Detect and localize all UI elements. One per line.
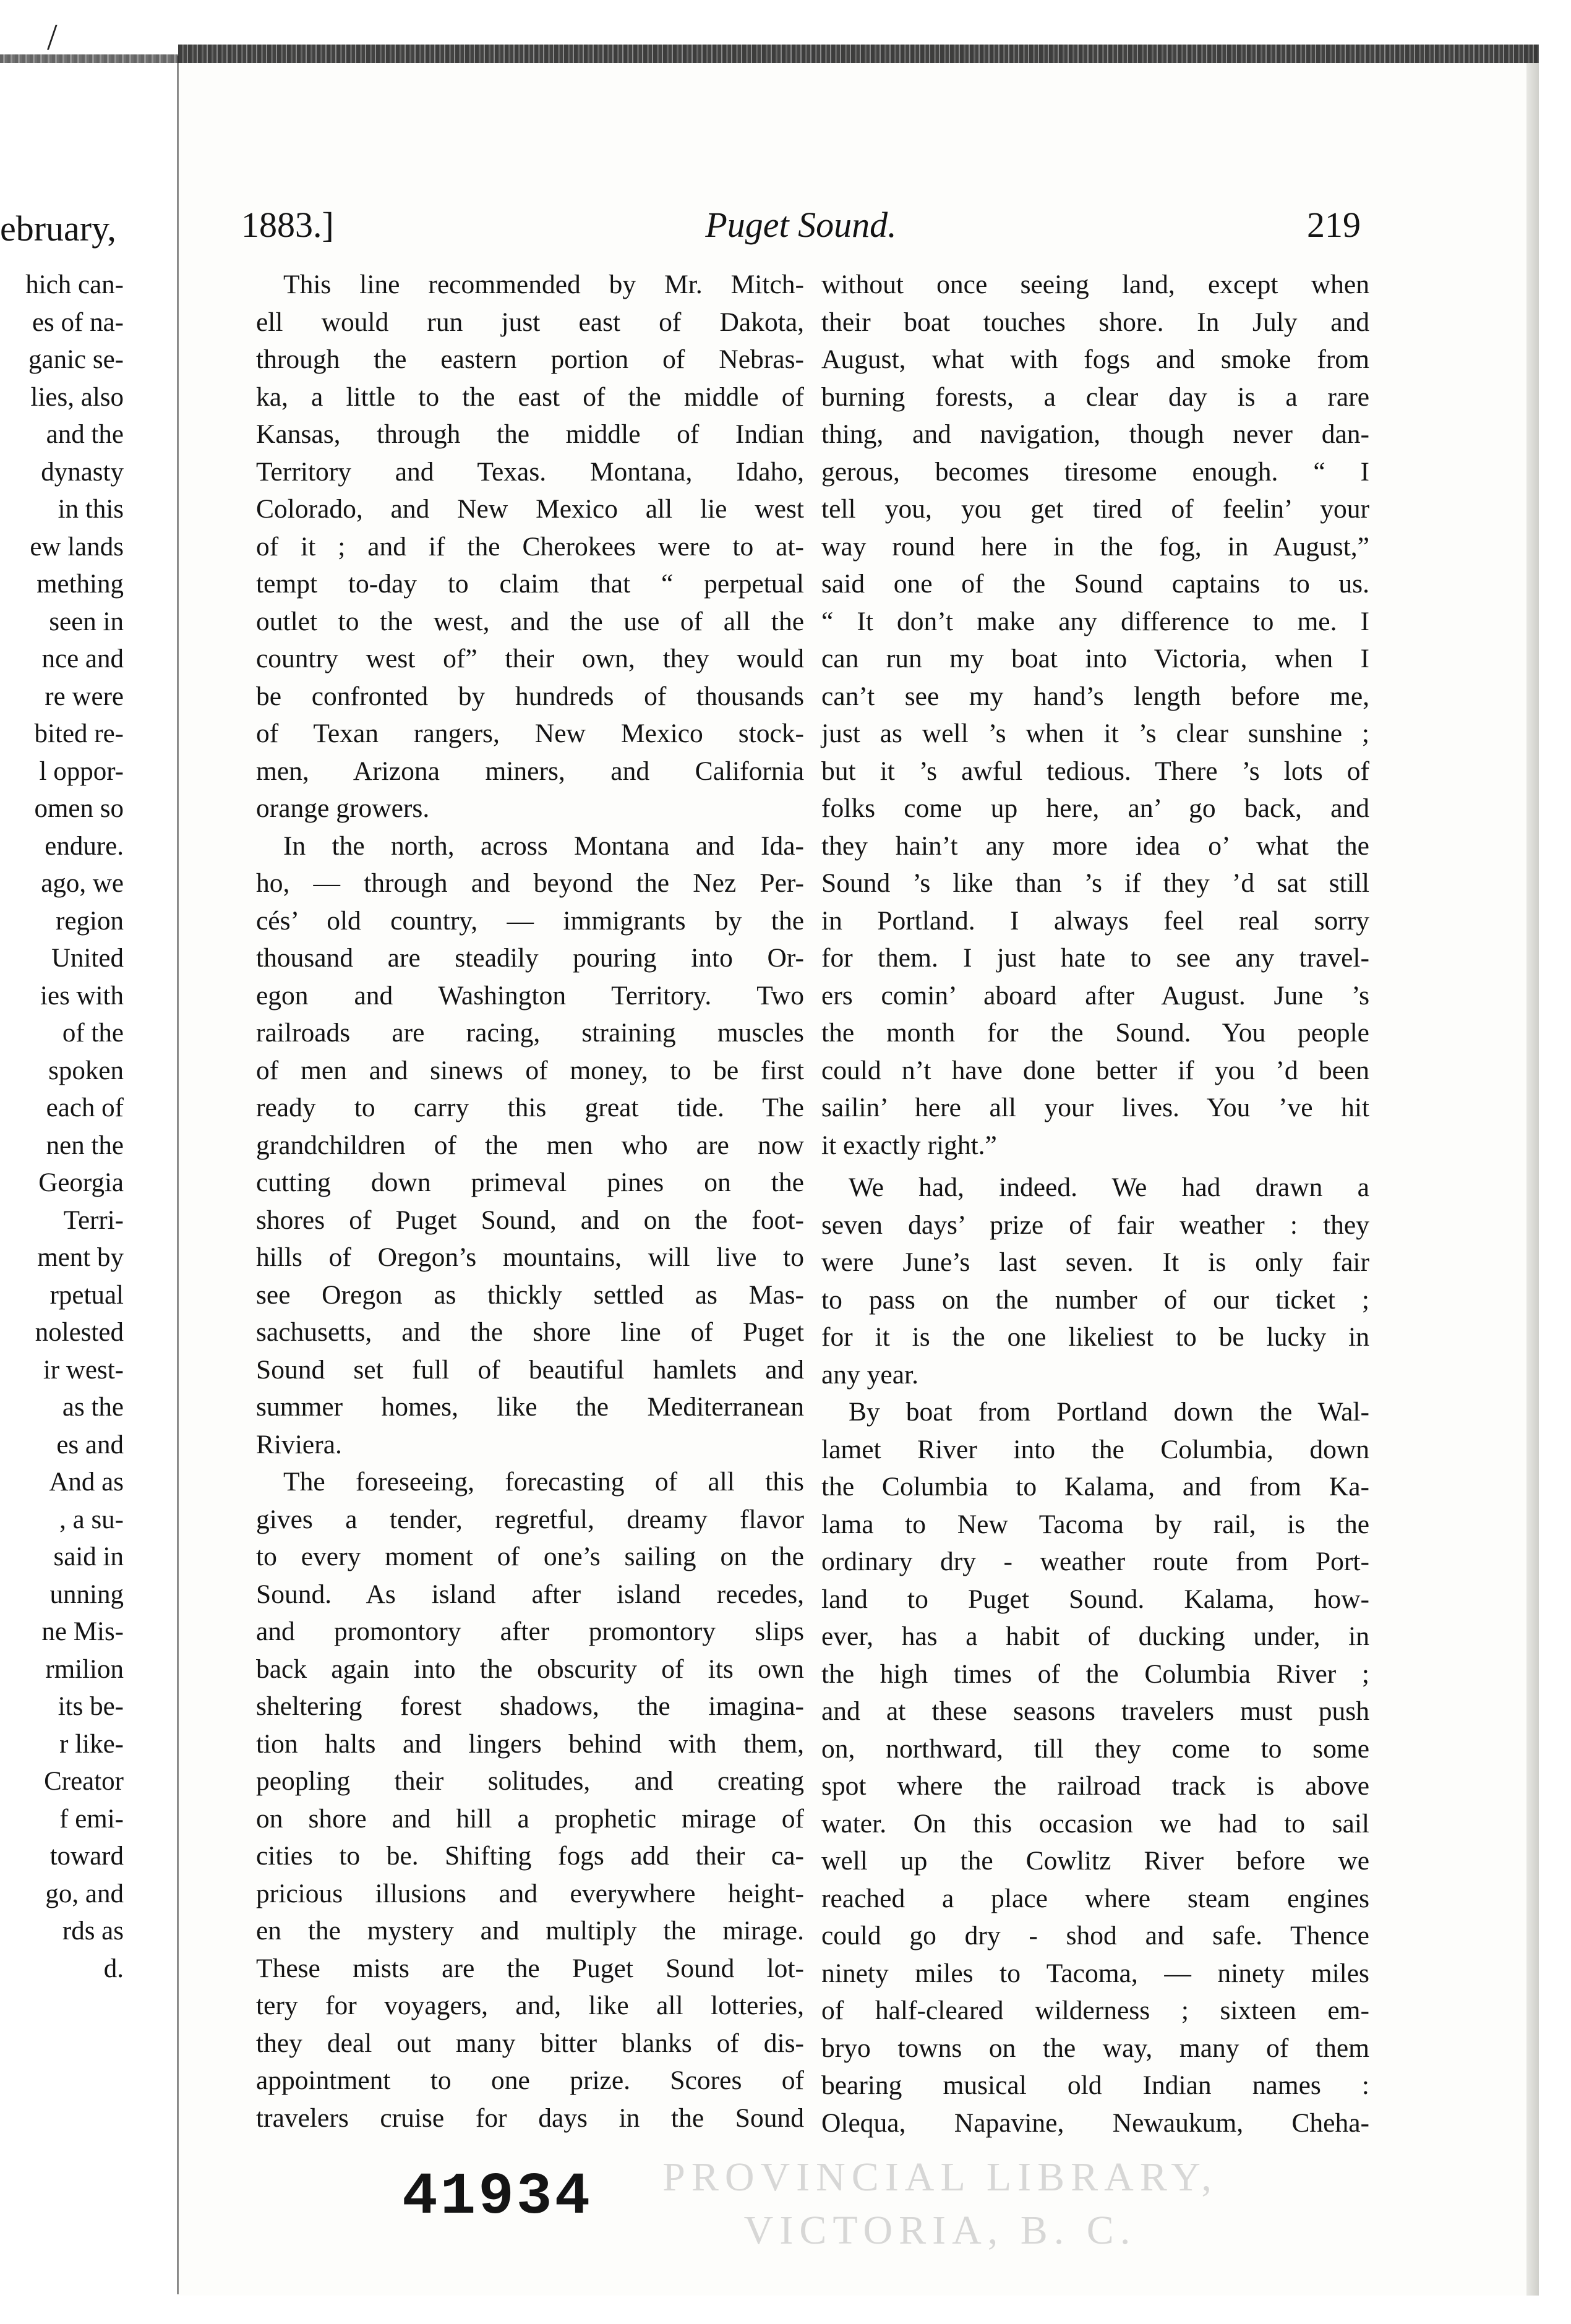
text-line: ever, has a habit of ducking under, in: [821, 1621, 1369, 1651]
text-line: August, what with fogs and smoke from: [821, 344, 1369, 374]
text-line: could go dry - shod and safe. Thence: [821, 1921, 1369, 1950]
previous-page-line: es of na-: [32, 307, 124, 337]
text-line: shores of Puget Sound, and on the foot-: [256, 1205, 804, 1235]
previous-page-line: hich can-: [25, 270, 124, 299]
text-line: ka, a little to the east of the middle of: [256, 382, 804, 412]
text-line: We had, indeed. We had drawn a: [849, 1173, 1369, 1202]
header-year: 1883.]: [241, 205, 334, 245]
text-line: tempt to-day to claim that “ perpetual: [256, 569, 804, 599]
previous-page-line: re were: [45, 681, 124, 711]
previous-page-line: and the: [46, 420, 124, 449]
text-line: on, northward, till they come to some: [821, 1733, 1369, 1764]
text-line: Sound set full of beautiful hamlets and: [256, 1354, 804, 1385]
previous-page-line: in this: [58, 495, 124, 524]
text-line: thousand are steadily pouring into Or-: [256, 943, 804, 973]
text-line: ninety miles to Tacoma, — ninety miles: [821, 1958, 1369, 1988]
text-line: way round here in the fog, in August,”: [821, 531, 1369, 562]
previous-page-line: dynasty: [41, 457, 124, 487]
text-line: In the north, across Montana and Ida-: [283, 831, 804, 861]
previous-page-line: d.: [103, 1954, 124, 1983]
text-line: appointment to one prize. Scores of: [256, 2066, 804, 2095]
text-line: and at these seasons travelers must push: [821, 1696, 1369, 1726]
scan-mark: /: [47, 17, 58, 58]
previous-page-line: Creator: [44, 1767, 124, 1796]
previous-page-line: endure.: [45, 831, 124, 861]
text-line: were June’s last seven. It is only fair: [821, 1247, 1369, 1277]
text-line: Territory and Texas. Montana, Idaho,: [256, 456, 804, 487]
text-line: land to Puget Sound. Kalama, how-: [821, 1584, 1369, 1614]
text-line: ho, — through and beyond the Nez Per-: [256, 868, 804, 898]
text-line: lamet River into the Columbia, down: [821, 1434, 1369, 1464]
library-stamp-line2: VICTORIA, B. C.: [743, 2208, 1137, 2253]
text-line: cities to be. Shifting fogs add their ca-: [256, 1841, 804, 1871]
previous-page-header: ebruary,: [0, 208, 116, 249]
text-line: country west of” their own, they would: [256, 644, 804, 673]
previous-page-line: rds as: [62, 1916, 124, 1946]
previous-page-line: seen in: [49, 607, 124, 636]
text-line: they deal out many bitter blanks of dis-: [256, 2028, 804, 2058]
text-line: of Texan rangers, New Mexico stock-: [256, 719, 804, 748]
previous-page-line: as the: [62, 1393, 124, 1422]
text-line: for them. I just hate to see any travel-: [821, 943, 1369, 973]
previous-page-line: l oppor-: [39, 756, 124, 786]
text-line: seven days’ prize of fair weather : they: [821, 1210, 1369, 1240]
text-line: any year.: [821, 1359, 919, 1390]
text-line: without once seeing land, except when: [821, 270, 1369, 299]
page-number: 219: [1307, 205, 1361, 245]
text-line: grandchildren of the men who are now: [256, 1130, 804, 1160]
previous-page-line: region: [56, 906, 124, 936]
text-line: the month for the Sound. You people: [821, 1018, 1369, 1048]
previous-page-line: bited re-: [34, 719, 124, 748]
previous-page-line: ganic se-: [28, 345, 124, 374]
text-line: the high times of the Columbia River ;: [821, 1659, 1369, 1689]
text-line: lama to New Tacoma by rail, is the: [821, 1509, 1369, 1539]
text-line: folks come up here, an’ go back, and: [821, 793, 1369, 823]
text-line: These mists are the Puget Sound lot-: [256, 1953, 804, 1983]
previous-page-line: , a su-: [59, 1505, 124, 1534]
text-line: water. On this occasion we had to sail: [821, 1808, 1369, 1839]
text-line: well up the Cowlitz River before we: [821, 1846, 1369, 1876]
text-line: sailin’ here all your lives. You ’ve hit: [821, 1093, 1369, 1122]
previous-page-line: r like-: [59, 1729, 124, 1759]
text-line: through the eastern portion of Nebras-: [256, 344, 804, 374]
previous-page-line: Terri-: [63, 1205, 124, 1235]
text-line: sheltering forest shadows, the imagina-: [256, 1691, 804, 1721]
text-line: Kansas, through the middle of Indian: [256, 419, 804, 449]
text-line: outlet to the west, and the use of all the: [256, 606, 804, 636]
previous-page-line: spoken: [48, 1056, 124, 1085]
text-line: By boat from Portland down the Wal-: [849, 1397, 1369, 1427]
previous-page-line: ment by: [37, 1243, 124, 1272]
text-line: can run my boat into Victoria, when I: [821, 644, 1369, 673]
text-line: ers comin’ aboard after August. June ’s: [821, 980, 1369, 1010]
text-line: burning forests, a clear day is a rare: [821, 382, 1369, 412]
text-line: peopling their solitudes, and creating: [256, 1766, 804, 1796]
text-line: The foreseeing, forecasting of all this: [283, 1467, 804, 1497]
text-line: their boat touches shore. In July and: [821, 307, 1369, 337]
text-line: they hain’t any more idea o’ what the: [821, 831, 1369, 861]
text-line: cutting down primeval pines on the: [256, 1168, 804, 1197]
previous-page-line: nce and: [41, 644, 124, 673]
previous-page-line: toward: [49, 1842, 124, 1871]
text-line: tion halts and lingers behind with them,: [256, 1728, 804, 1759]
text-line: ordinary dry - weather route from Port-: [821, 1547, 1369, 1576]
page-gutter: [177, 56, 179, 2294]
text-line: and promontory after promontory slips: [256, 1617, 804, 1646]
text-line: Sound. As island after island recedes,: [256, 1579, 804, 1609]
text-line: of it ; and if the Cherokees were to at-: [256, 531, 804, 562]
previous-page-line: ir west-: [43, 1355, 124, 1385]
previous-page-line: of the: [62, 1019, 124, 1048]
text-line: ell would run just east of Dakota,: [256, 307, 804, 337]
text-line: be confronted by hundreds of thousands: [256, 681, 804, 711]
previous-page-line: its be-: [58, 1692, 124, 1721]
text-line: bryo towns on the way, many of them: [821, 2033, 1369, 2063]
previous-page-line: lies, also: [30, 382, 124, 412]
running-header: [241, 204, 1361, 254]
previous-page-line: ew lands: [30, 532, 124, 562]
text-line: Colorado, and New Mexico all lie west: [256, 494, 804, 524]
previous-page-line: ne Mis-: [41, 1617, 124, 1646]
header-title: Puget Sound.: [705, 205, 897, 245]
text-line: can’t see my hand’s length before me,: [821, 681, 1369, 711]
text-line: it exactly right.”: [821, 1130, 997, 1160]
text-line: the Columbia to Kalama, and from Ka-: [821, 1472, 1369, 1502]
text-column-right: [821, 266, 1369, 2142]
text-line: of men and sinews of money, to be first: [256, 1055, 804, 1085]
previous-page-line: each of: [46, 1093, 124, 1122]
previous-page-line: ies with: [40, 981, 124, 1010]
text-line: see Oregon as thickly settled as Mas-: [256, 1279, 804, 1310]
text-line: back again into the obscurity of its own: [256, 1654, 804, 1684]
previous-page-line: rpetual: [49, 1280, 124, 1310]
accession-number: 41934: [402, 2163, 593, 2231]
previous-page-line: rmilion: [45, 1654, 124, 1684]
text-line: sachusetts, and the shore line of Puget: [256, 1317, 804, 1347]
text-line: egon and Washington Territory. Two: [256, 980, 804, 1010]
text-line: Olequa, Napavine, Newaukum, Cheha-: [821, 2108, 1369, 2138]
text-line: thing, and navigation, though never dan-: [821, 419, 1369, 449]
previous-page-line: ago, we: [41, 869, 124, 898]
previous-page-line: unning: [49, 1579, 124, 1609]
text-line: to every moment of one’s sailing on the: [256, 1542, 804, 1571]
text-line: tery for voyagers, and, like all lotteries,: [256, 1991, 804, 2020]
text-line: just as well ’s when it ’s clear sunshine ;: [821, 719, 1369, 748]
text-line: railroads are racing, straining muscles: [256, 1018, 804, 1048]
page-edge-shadow: [1526, 45, 1539, 2296]
library-stamp-line1: PROVINCIAL LIBRARY,: [662, 2155, 1218, 2200]
previous-page-line: omen so: [34, 794, 124, 823]
text-line: in Portland. I always feel real sorry: [821, 905, 1369, 936]
text-line: for it is the one likeliest to be lucky in: [821, 1322, 1369, 1352]
text-line: cés’ old country, — immigrants by the: [256, 905, 804, 936]
text-line: tell you, you get tired of feelin’ your: [821, 494, 1369, 524]
previous-page-line: said in: [53, 1542, 124, 1571]
previous-page-line: go, and: [45, 1879, 124, 1908]
text-line: en the mystery and multiply the mirage.: [256, 1916, 804, 1946]
previous-page-line: And as: [49, 1467, 124, 1497]
text-line: pricious illusions and everywhere height-: [256, 1878, 804, 1908]
text-line: gerous, becomes tiresome enough. “ I: [821, 456, 1369, 487]
text-line: orange growers.: [256, 793, 430, 823]
text-line: spot where the railroad track is above: [821, 1771, 1369, 1801]
previous-page-column: [0, 204, 124, 1988]
text-line: reached a place where steam engines: [821, 1883, 1369, 1913]
text-line: could n’t have done better if you ’d been: [821, 1055, 1369, 1085]
text-line: hills of Oregon’s mountains, will live to: [256, 1242, 804, 1272]
previous-page-line: nen the: [46, 1130, 124, 1160]
text-line: This line recommended by Mr. Mitch-: [283, 270, 804, 299]
previous-page-line: mething: [36, 570, 124, 599]
previous-page-line: Georgia: [38, 1168, 124, 1197]
previous-page-line: f emi-: [59, 1804, 124, 1834]
text-line: Riviera.: [256, 1429, 342, 1459]
text-line: of half-cleared wilderness ; sixteen em-: [821, 1996, 1369, 2025]
text-line: Sound ’s like than ’s if they ’d sat still: [821, 868, 1369, 898]
text-line: men, Arizona miners, and California: [256, 756, 804, 786]
scan-top-rule: [178, 45, 1539, 63]
scan-edge-rule: [0, 54, 179, 63]
text-line: travelers cruise for days in the Sound: [256, 2103, 804, 2133]
text-line: summer homes, like the Mediterranean: [256, 1392, 804, 1422]
text-line: but it ’s awful tedious. There ’s lots of: [821, 756, 1369, 786]
library-stamp: [662, 2151, 1218, 2257]
text-column-left: [256, 266, 804, 2137]
text-line: on shore and hill a prophetic mirage of: [256, 1803, 804, 1834]
text-line: gives a tender, regretful, dreamy flavor: [256, 1504, 804, 1534]
previous-page-line: es and: [56, 1430, 124, 1459]
text-line: “ It don’t make any difference to me. I: [821, 606, 1369, 636]
text-line: to pass on the number of our ticket ;: [821, 1284, 1369, 1315]
previous-page-line: United: [51, 944, 124, 973]
previous-page-line: nolested: [35, 1318, 124, 1347]
text-line: bearing musical old Indian names :: [821, 2070, 1369, 2100]
text-line: ready to carry this great tide. The: [256, 1093, 804, 1122]
text-line: said one of the Sound captains to us.: [821, 569, 1369, 599]
